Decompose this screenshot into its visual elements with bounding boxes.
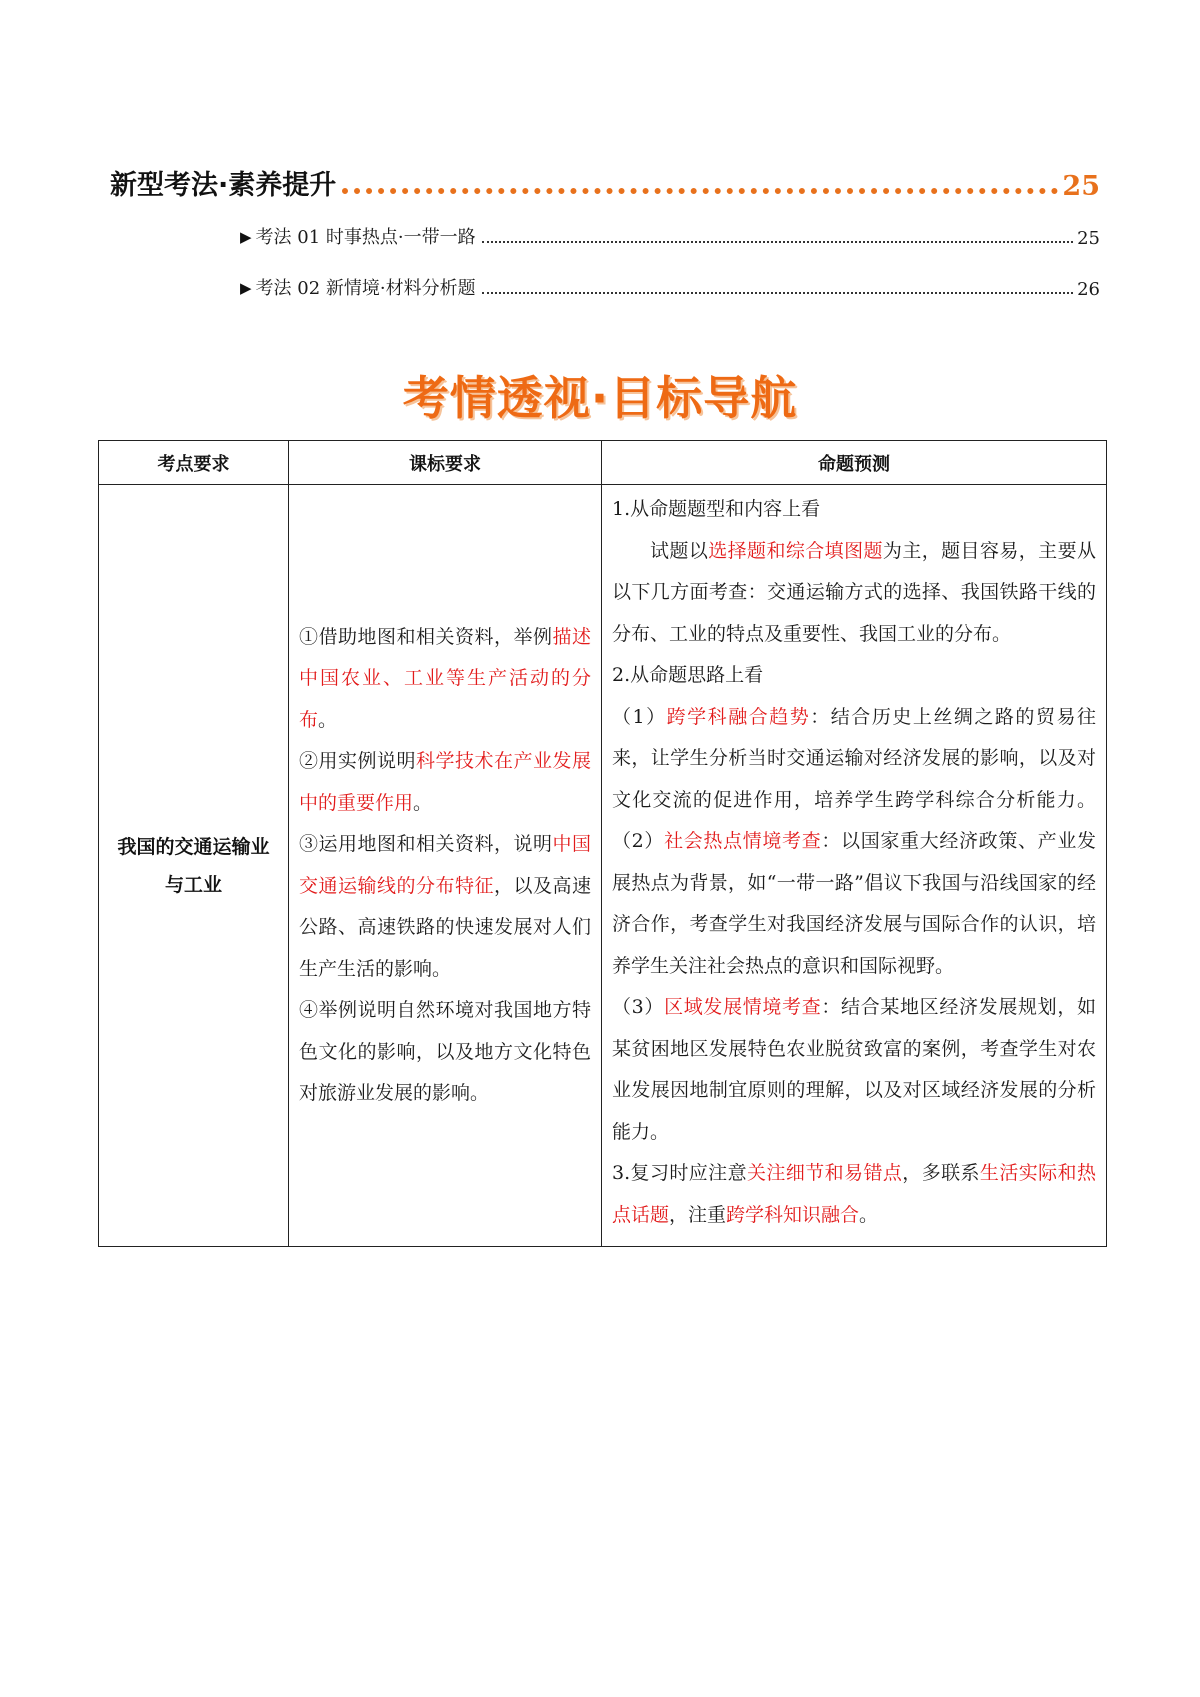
standard-highlight: 科学技术在产业发展中的重要作用 xyxy=(299,750,591,814)
prediction-text: 。 xyxy=(859,1203,879,1226)
table-header-row xyxy=(99,441,1107,485)
prediction-highlight: 跨学科融合趋势 xyxy=(666,705,811,728)
curriculum-standard-cell xyxy=(289,485,602,1247)
prediction-paragraph xyxy=(612,987,1096,1153)
toc-item-label: 考法 02 新情境·材料分析题 xyxy=(255,278,476,299)
prediction-highlight: 社会热点情境考查 xyxy=(664,830,822,852)
standard-item xyxy=(299,824,591,990)
prediction-heading: 1.从命题题型和内容上看 xyxy=(612,498,821,520)
standard-text: ④举例说明自然环境对我国地方特色文化的影响，以及地方文化特色对旅游业发展的影响。 xyxy=(299,999,591,1104)
toc-leader-dots xyxy=(482,241,1073,243)
toc-main-title: 新型考法·素养提升 xyxy=(110,170,337,201)
prediction-paragraph xyxy=(612,531,1096,656)
toc-item-page: 25 xyxy=(1077,228,1100,249)
prediction-cell xyxy=(602,485,1107,1247)
exam-analysis-table xyxy=(98,440,1107,1247)
table-row xyxy=(99,485,1107,1247)
prediction-text: 为主，题目容易，主要从以下几方面考查：交通运输方式的选择、我国铁路干线的分布、工业的特点及重要性、我国工业的分布。 xyxy=(612,539,1096,645)
exam-point-cell xyxy=(99,485,289,1247)
prediction-paragraph xyxy=(612,1153,1096,1236)
standard-highlight: 中国交通运输线的分布特征 xyxy=(299,833,591,897)
prediction-text: 3.复习时应注意 xyxy=(612,1162,747,1184)
standard-text: ，以及高速公路、高速铁路的快速发展对人们生产生活的影响。 xyxy=(299,874,591,980)
toc-item[interactable] xyxy=(240,270,1100,300)
toc-leader-dots xyxy=(342,188,1058,194)
section-banner: 考情透视·目标导航 xyxy=(402,371,798,425)
standard-text: 。 xyxy=(413,791,433,814)
toc-main-entry[interactable] xyxy=(110,152,1100,202)
toc-item[interactable] xyxy=(240,219,1100,249)
prediction-text: ：结合某地区经济发展规划，如某贫困地区发展特色农业脱贫致富的案例，考查学生对农业发展因地制宜原则的理解，以及对区域经济发展的分析能力。 xyxy=(612,996,1096,1143)
toc-leader-dots xyxy=(482,292,1073,294)
prediction-highlight: 跨学科知识融合 xyxy=(726,1203,860,1226)
standard-text: 。 xyxy=(318,708,338,731)
standard-item xyxy=(299,617,591,742)
triangle-right-icon: ▶ xyxy=(240,228,252,246)
toc-item-page: 26 xyxy=(1077,279,1100,300)
prediction-highlight: 生活实际和热点话题 xyxy=(612,1162,1096,1226)
prediction-text: （3） xyxy=(612,996,665,1018)
prediction-text: ：结合历史上丝绸之路的贸易往来，让学生分析当时交通运输对经济发展的影响，以及对文化交流的促进作用，培养学生跨学科综合分析能力。（2） xyxy=(612,705,1096,852)
standard-text: ①借助地图和相关资料，举例 xyxy=(299,625,553,648)
prediction-text: （1） xyxy=(612,705,667,728)
prediction-text: ，多联系 xyxy=(902,1162,980,1184)
standard-item xyxy=(299,741,591,824)
triangle-right-icon: ▶ xyxy=(240,279,252,297)
header-prediction: 命题预测 xyxy=(602,441,1107,485)
prediction-text: 试题以 xyxy=(650,539,709,562)
header-curriculum-standard: 课标要求 xyxy=(289,441,602,485)
standard-text: ③运用地图和相关资料，说明 xyxy=(299,833,553,855)
exam-point-text: 我国的交通运输业与工业 xyxy=(117,835,270,896)
toc-item-label: 考法 01 时事热点·一带一路 xyxy=(255,227,476,248)
prediction-highlight: 选择题和综合填图题 xyxy=(708,539,883,562)
prediction-text: ：以国家重大经济政策、产业发展热点为背景，如“一带一路”倡议下我国与沿线国家的经济合作，考查学生对我国经济发展与国际合作的认识，培养学生关注社会热点的意识和国际视野。 xyxy=(612,830,1096,977)
standard-text: ②用实例说明 xyxy=(299,750,416,772)
prediction-text: ，注重 xyxy=(669,1203,727,1226)
standard-highlight: 描述中国农业、工业等生产活动的分布 xyxy=(299,625,591,731)
header-exam-point: 考点要求 xyxy=(99,441,289,485)
prediction-highlight: 关注细节和易错点 xyxy=(747,1162,903,1184)
prediction-highlight: 区域发展情境考查 xyxy=(664,996,822,1018)
standard-item xyxy=(299,990,591,1115)
prediction-paragraph xyxy=(612,697,1096,988)
toc-main-page: 25 xyxy=(1062,171,1100,202)
prediction-heading: 2.从命题思路上看 xyxy=(612,664,764,686)
